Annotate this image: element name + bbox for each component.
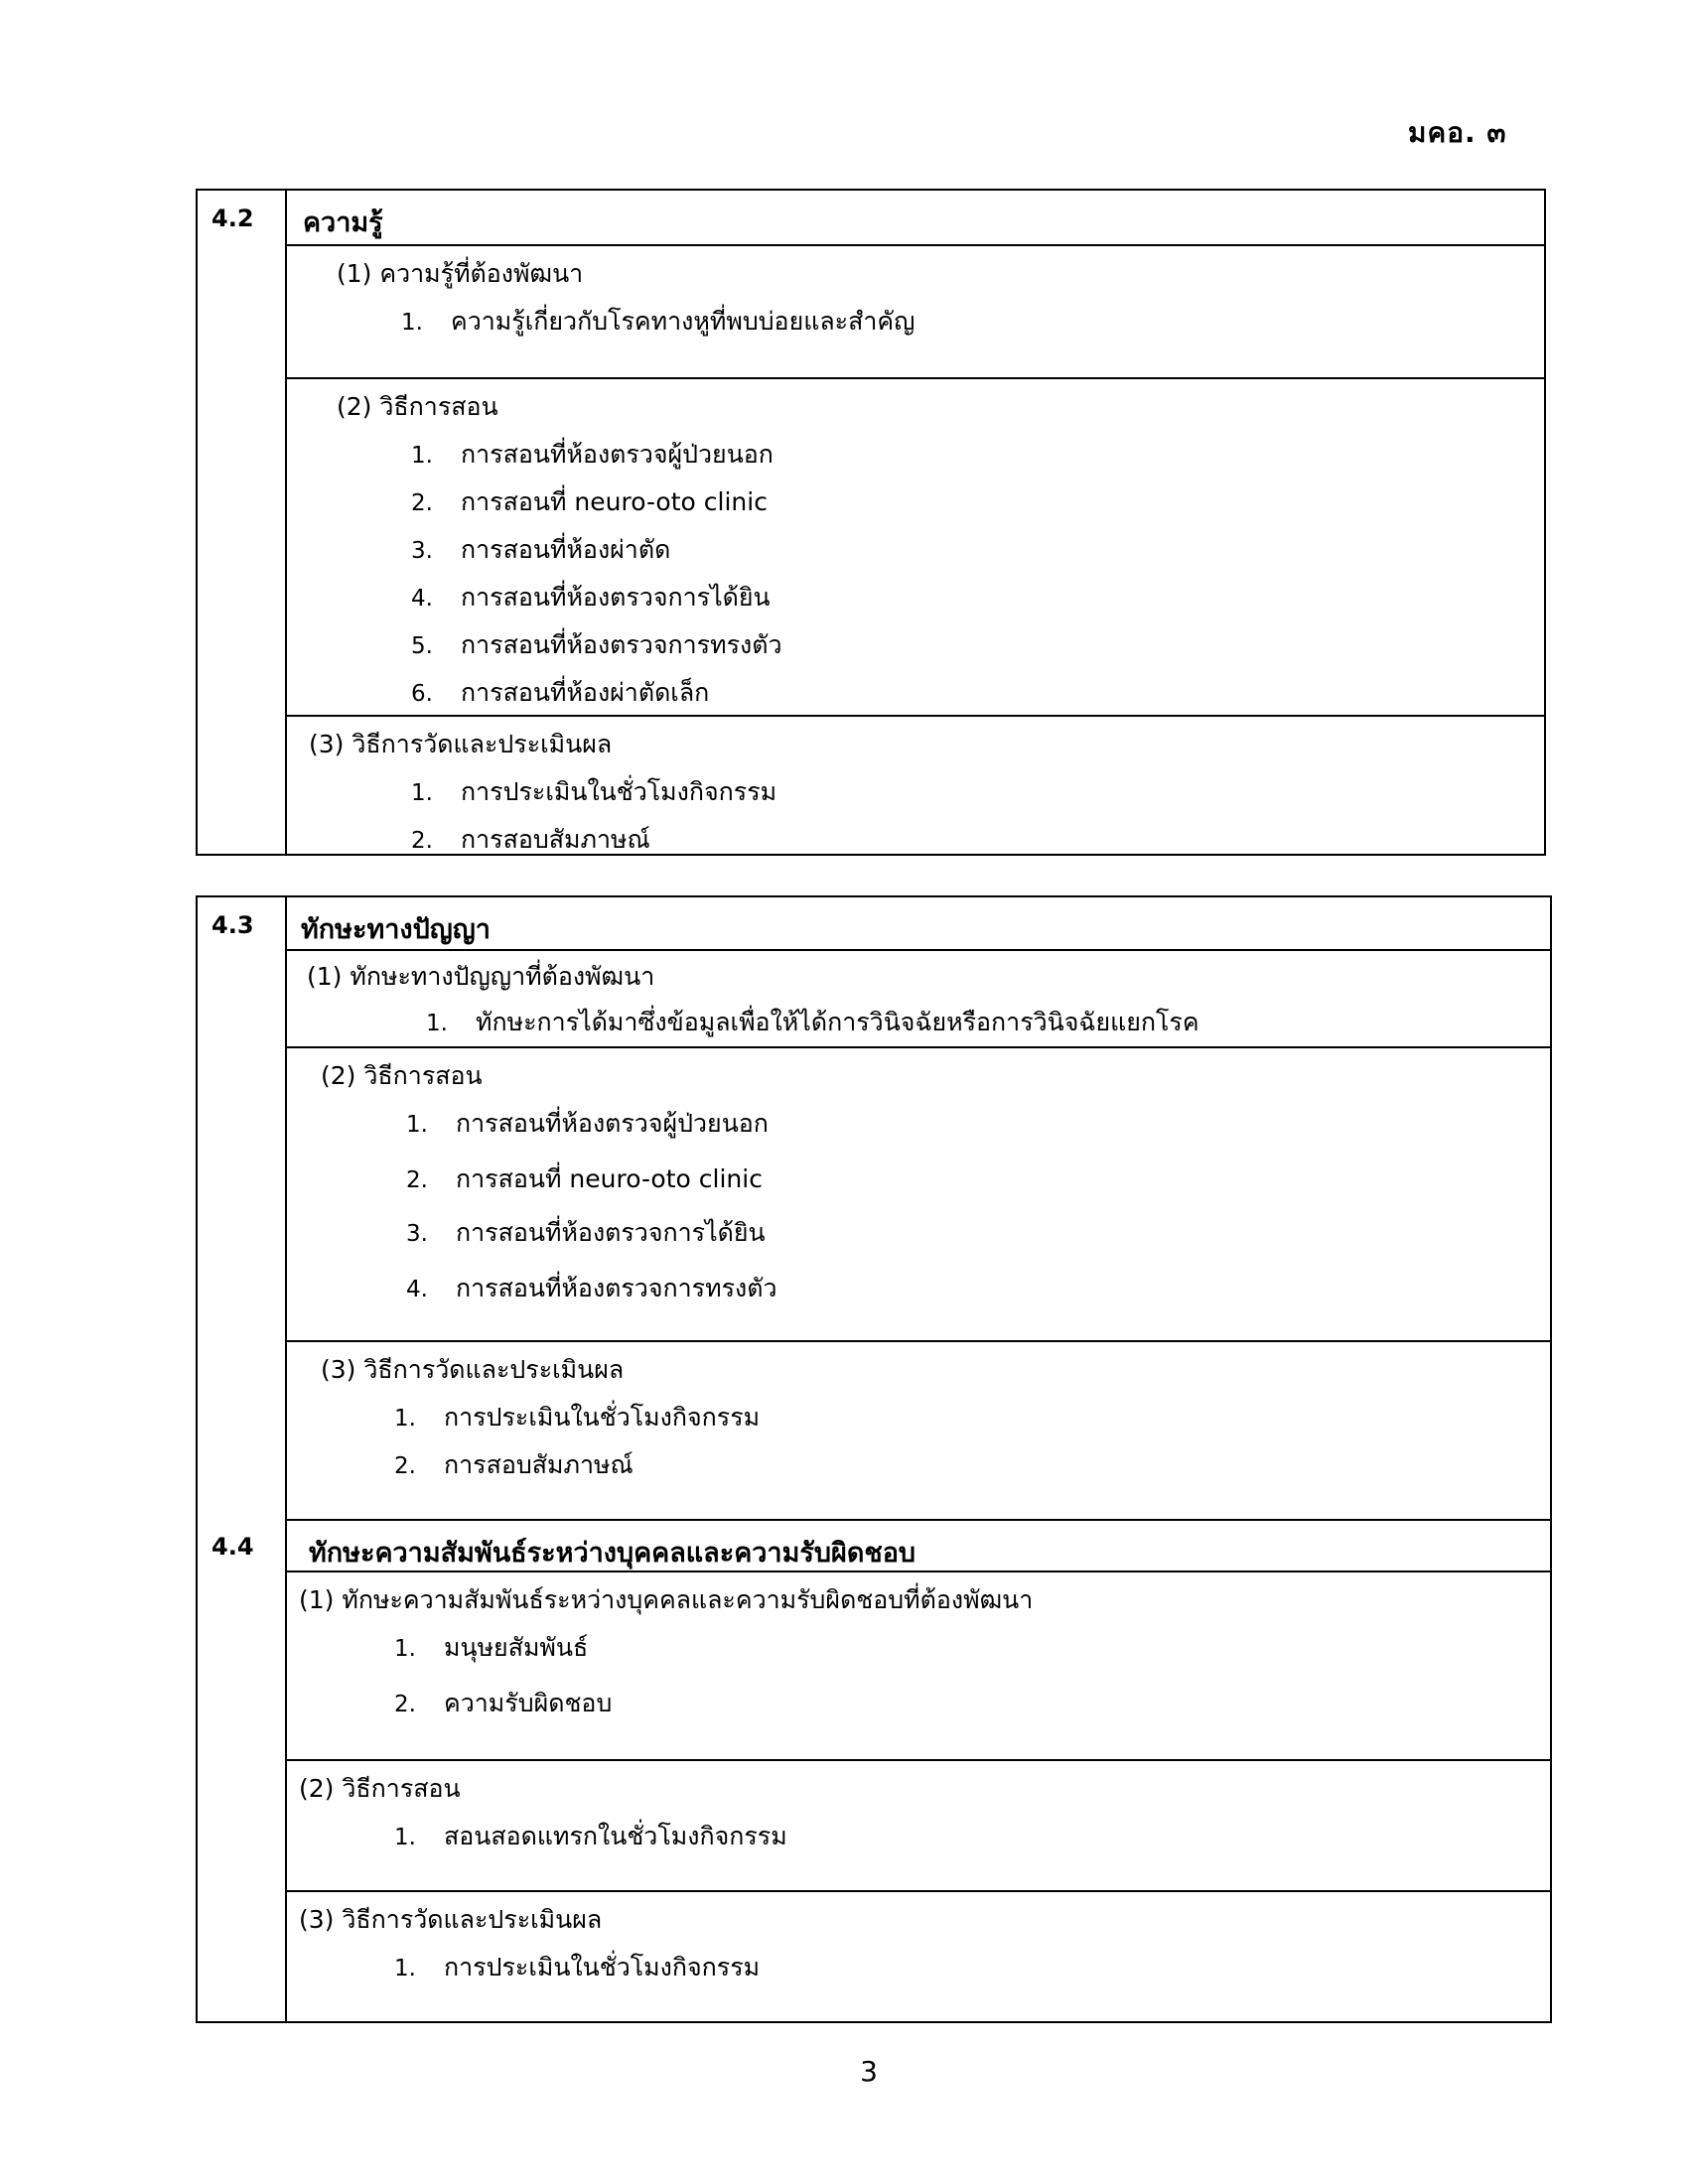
list-item: 2. การสอบสัมภาษณ์ xyxy=(394,1450,633,1479)
section-title-row xyxy=(287,1519,1550,1570)
subsection-heading: (2) วิธีการสอน xyxy=(337,392,498,421)
subsection-developed-skills xyxy=(287,1570,1550,1759)
subsection-evaluation xyxy=(287,715,1544,856)
list-item: 1. ทักษะการได้มาซึ่งข้อมูลเพื่อให้ได้การวินิจฉัยหรือการวินิจฉัยแยกโรค xyxy=(426,1008,1199,1036)
list-item: 2. ความรับผิดชอบ xyxy=(394,1689,613,1717)
list-item: 1. ความรู้เกี่ยวกับโรคทางหูที่พบบ่อยและสำคัญ xyxy=(401,307,915,336)
subsection-teaching-methods xyxy=(287,1759,1550,1890)
list-item: 1. การสอนที่ห้องตรวจผู้ป่วยนอก xyxy=(411,440,774,469)
list-item: 4. การสอนที่ห้องตรวจการทรงตัว xyxy=(406,1274,777,1302)
subsection-heading: (1) ทักษะทางปัญญาที่ต้องพัฒนา xyxy=(307,962,655,991)
section-title-row xyxy=(287,897,1550,949)
list-item: 1. การประเมินในชั่วโมงกิจกรรม xyxy=(394,1953,761,1981)
section-title: ความรู้ xyxy=(303,207,383,238)
subsection-evaluation xyxy=(287,1890,1550,2021)
subsection-heading: (3) วิธีการวัดและประเมินผล xyxy=(309,730,613,758)
subsection-heading: (3) วิธีการวัดและประเมินผล xyxy=(299,1905,603,1934)
list-item: 3. การสอนที่ห้องตรวจการได้ยิน xyxy=(406,1218,766,1247)
subsection-heading: (2) วิธีการสอน xyxy=(321,1061,483,1090)
subsection-heading: (1) ความรู้ที่ต้องพัฒนา xyxy=(337,259,584,288)
page-number: 3 xyxy=(860,2055,878,2088)
subsection-teaching-methods xyxy=(287,377,1544,715)
subsection-developed-skills xyxy=(287,949,1550,1046)
list-item: 1. การประเมินในชั่วโมงกิจกรรม xyxy=(411,777,777,806)
subsection-developed-knowledge xyxy=(287,244,1544,377)
section-number: 4.3 xyxy=(211,911,254,939)
list-item: 2. การสอนที่ neuro-oto clinic xyxy=(411,487,768,516)
list-item: 4. การสอนที่ห้องตรวจการได้ยิน xyxy=(411,583,771,612)
section-number-cell xyxy=(198,191,287,854)
list-item: 1. การสอนที่ห้องตรวจผู้ป่วยนอก xyxy=(406,1109,769,1138)
subsection-heading: (3) วิธีการวัดและประเมินผล xyxy=(321,1355,625,1384)
section-number-cell xyxy=(198,897,287,2021)
document-code: มคอ. ๓ xyxy=(1408,116,1507,149)
subsection-teaching-methods xyxy=(287,1046,1550,1340)
section-number: 4.4 xyxy=(211,1533,254,1561)
section-title: ทักษะความสัมพันธ์ระหว่างบุคคลและความรับผิดชอบ xyxy=(309,1538,916,1569)
subsection-heading: (1) ทักษะความสัมพันธ์ระหว่างบุคคลและความรับผิดชอบที่ต้องพัฒนา xyxy=(299,1585,1034,1614)
section-4-2-table xyxy=(196,189,1546,856)
list-item: 1. มนุษยสัมพันธ์ xyxy=(394,1633,589,1662)
list-item: 2. การสอนที่ neuro-oto clinic xyxy=(406,1164,763,1193)
section-number: 4.2 xyxy=(211,205,254,232)
list-item: 5. การสอนที่ห้องตรวจการทรงตัว xyxy=(411,630,782,659)
section-title: ทักษะทางปัญญา xyxy=(301,914,491,945)
subsection-evaluation xyxy=(287,1340,1550,1519)
list-item: 1. สอนสอดแทรกในชั่วโมงกิจกรรม xyxy=(394,1822,787,1850)
list-item: 2. การสอบสัมภาษณ์ xyxy=(411,825,650,854)
list-item: 1. การประเมินในชั่วโมงกิจกรรม xyxy=(394,1403,761,1432)
list-item: 6. การสอนที่ห้องผ่าตัดเล็ก xyxy=(411,678,710,707)
section-title-row xyxy=(287,191,1544,244)
list-item: 3. การสอนที่ห้องผ่าตัด xyxy=(411,535,671,564)
section-4-3-4-4-table xyxy=(196,895,1552,2023)
subsection-heading: (2) วิธีการสอน xyxy=(299,1774,461,1803)
